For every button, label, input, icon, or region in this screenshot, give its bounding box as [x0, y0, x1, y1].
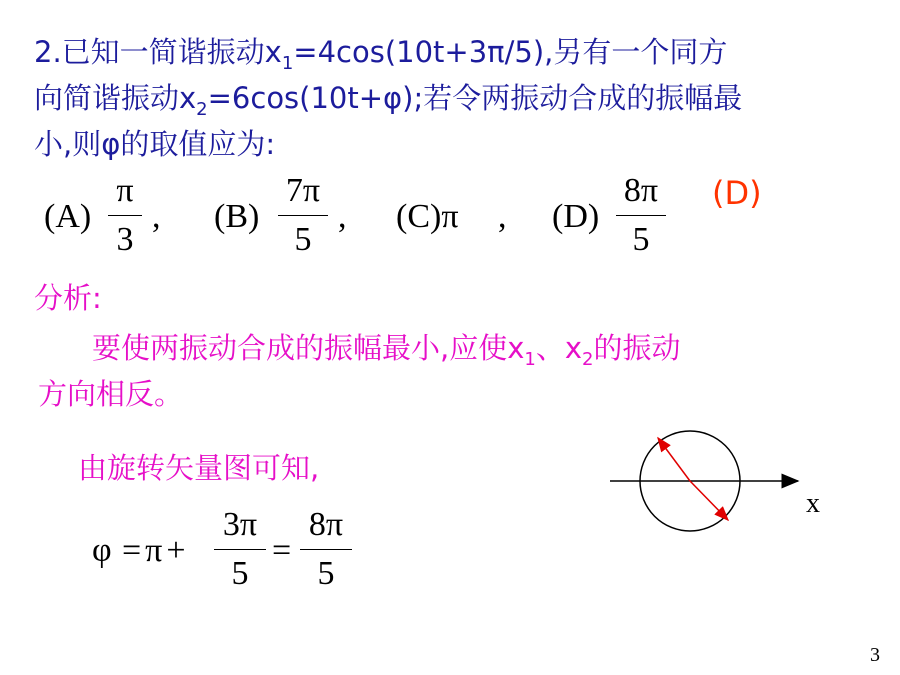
fraction-bar	[214, 549, 266, 550]
fraction-bar	[300, 549, 352, 550]
denominator: 5	[632, 221, 650, 258]
option-a-label: (A)	[44, 198, 92, 235]
question-text: =4cos(10t+3π/5),另有一个同方	[293, 35, 728, 69]
question-text: 向简谐振动x	[34, 81, 197, 115]
fraction-bar	[108, 215, 142, 216]
denominator: 5	[294, 221, 312, 258]
question-text: =6cos(10t+φ);若令两振动合成的振幅最	[207, 81, 743, 115]
analysis-text: 、x	[535, 331, 583, 365]
numerator: π	[116, 172, 134, 209]
vector-x2	[690, 481, 728, 520]
formula-equals-pi-plus: =π+	[122, 532, 190, 569]
question-line-3: 小,则φ的取值应为:	[34, 127, 276, 161]
option-b-label: (B)	[214, 198, 260, 235]
option-d-fraction	[616, 172, 666, 259]
formula-fraction-2	[300, 506, 352, 593]
fraction-bar	[278, 215, 328, 216]
question-text: 2.已知一简谐振动x	[34, 35, 282, 69]
option-c-label: (C)π	[396, 198, 459, 235]
subscript: 2	[582, 348, 594, 370]
answer-label: (D)	[712, 174, 762, 212]
subscript: 2	[196, 98, 208, 120]
option-b-fraction	[278, 172, 328, 259]
numerator: 8π	[623, 172, 659, 209]
subscript: 1	[281, 52, 294, 74]
formula-phi: φ	[92, 532, 112, 569]
formula-fraction-1	[214, 506, 266, 593]
analysis-line-3: 由旋转矢量图可知,	[78, 451, 320, 485]
analysis-line-2: 方向相反。	[38, 377, 184, 411]
vector-x1	[658, 438, 690, 481]
fraction-bar	[616, 215, 666, 216]
analysis-text: 要使两振动合成的振幅最小,应使x	[92, 331, 525, 365]
denominator: 5	[231, 555, 249, 592]
numerator: 7π	[285, 172, 321, 209]
rotation-vector-diagram	[600, 420, 840, 550]
page-number: 3	[870, 644, 880, 666]
option-a-comma: ,	[152, 198, 161, 235]
analysis-text: 的振动	[593, 331, 681, 365]
denominator: 5	[317, 555, 335, 592]
subscript: 1	[524, 348, 536, 370]
axis-label-x: x	[806, 488, 820, 519]
numerator: 3π	[222, 506, 258, 543]
option-a-fraction	[108, 172, 142, 259]
denominator: 3	[116, 221, 134, 258]
numerator: 8π	[308, 506, 344, 543]
option-b-comma: ,	[338, 198, 347, 235]
option-d-label: (D)	[552, 198, 600, 235]
formula-equals: =	[272, 532, 292, 569]
analysis-heading: 分析:	[34, 281, 102, 315]
option-c-comma: ,	[498, 198, 507, 235]
